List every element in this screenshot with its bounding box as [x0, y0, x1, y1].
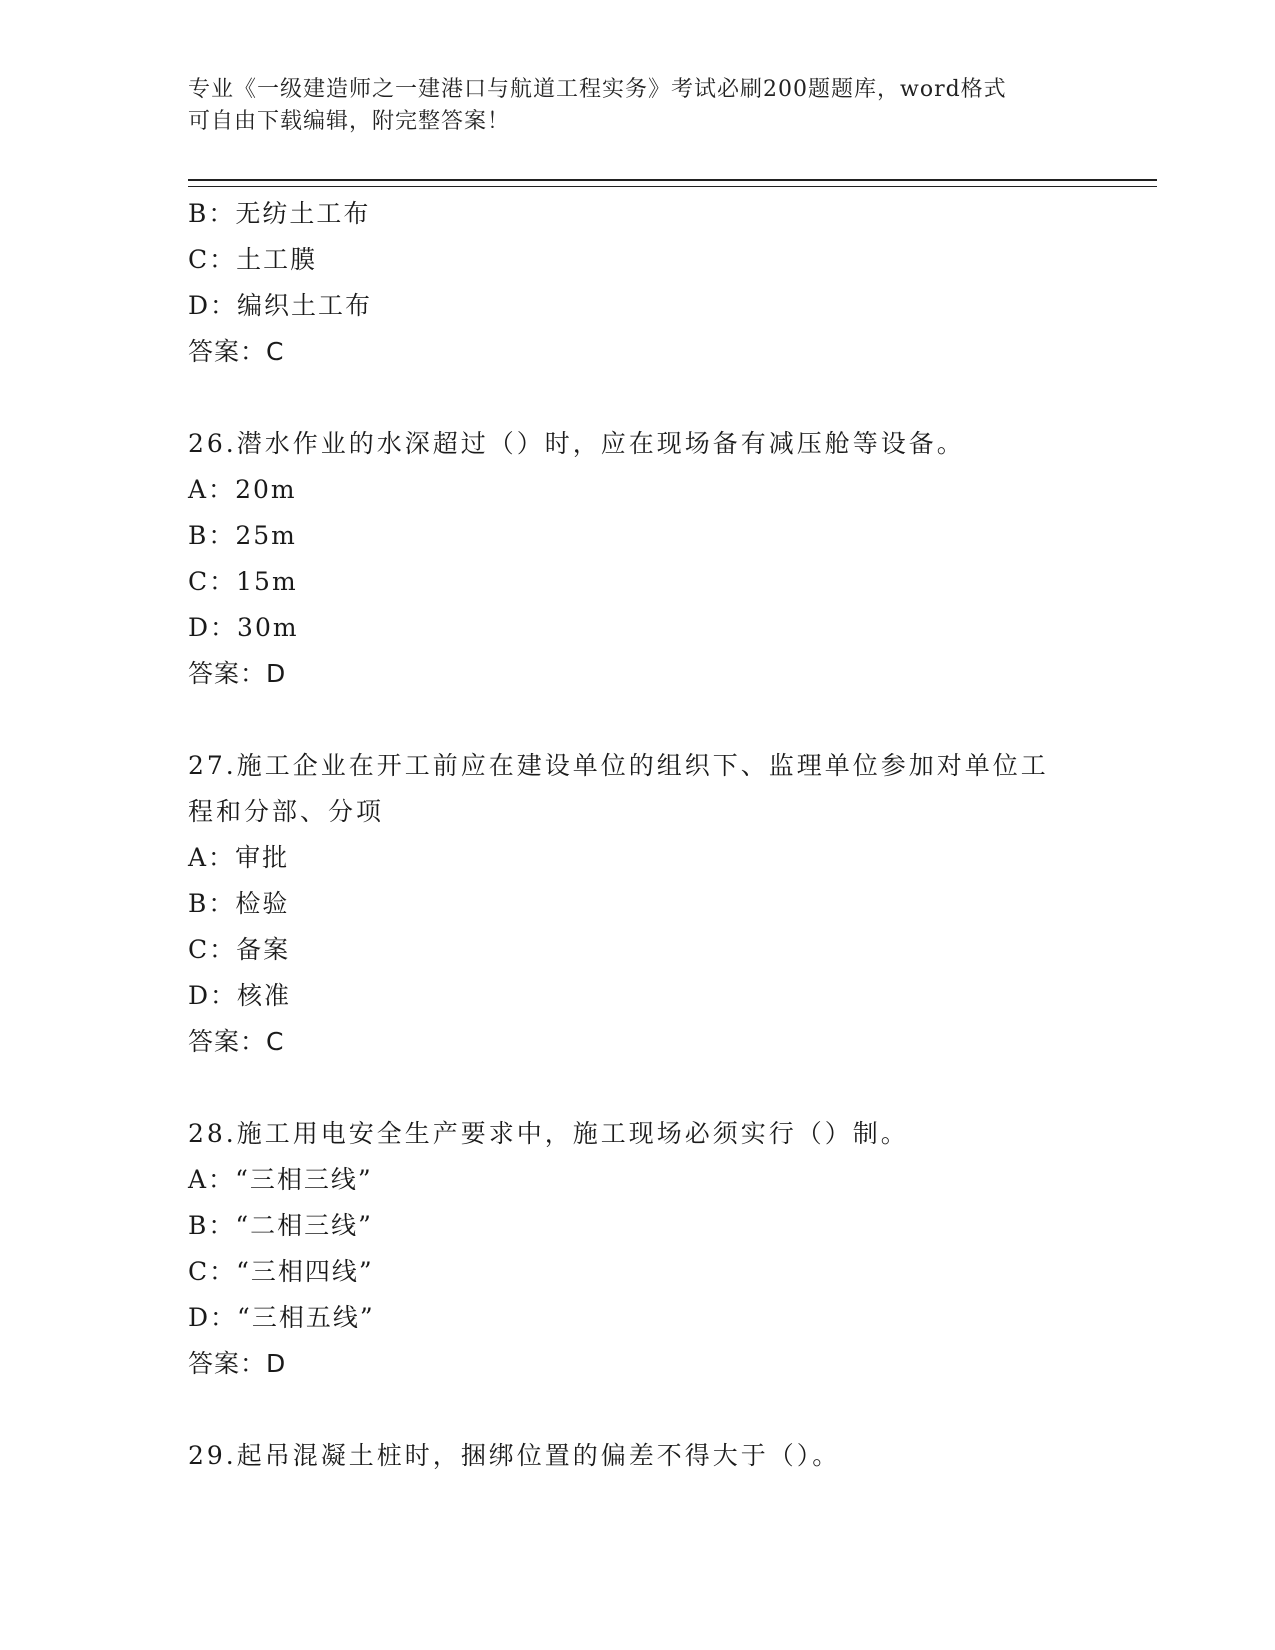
option-text: “三相四线” [236, 1257, 374, 1286]
spacer [188, 1387, 1088, 1433]
question-26 [188, 421, 1088, 697]
option-text: 20m [235, 475, 297, 504]
spacer [188, 697, 1088, 743]
option-label: A： [188, 843, 236, 872]
document-header [188, 74, 1088, 138]
question-list [188, 191, 1088, 1479]
option-c [188, 927, 1088, 973]
answer-line: 答案：D [188, 659, 287, 688]
option-c [188, 237, 1088, 283]
spacer [188, 1065, 1088, 1111]
header-divider [188, 179, 1157, 187]
option-label: D： [188, 981, 238, 1010]
question-text: 28.施工用电安全生产要求中，施工现场必须实行（）制。 [188, 1119, 909, 1148]
option-a [188, 467, 1088, 513]
option-text: 30m [237, 613, 299, 642]
header-line-1: 专业《一级建造师之一建港口与航道工程实务》考试必刷200题题库，word格式 [188, 77, 1007, 102]
option-text: 25m [235, 521, 297, 550]
option-text: 检验 [235, 889, 290, 918]
option-label: C： [188, 567, 237, 596]
option-b [188, 1203, 1088, 1249]
option-text: “三相五线” [237, 1303, 375, 1332]
option-d [188, 283, 1088, 329]
option-text: 审批 [235, 843, 290, 872]
answer-line: 答案：C [188, 337, 285, 366]
option-a [188, 835, 1088, 881]
question-text-line-1: 27.施工企业在开工前应在建设单位的组织下、监理单位参加对单位工 [188, 751, 1049, 780]
option-d [188, 1295, 1088, 1341]
answer-line: 答案：C [188, 1027, 285, 1056]
option-label: A： [188, 475, 236, 504]
option-d [188, 605, 1088, 651]
option-text: 无纺土工布 [235, 199, 371, 228]
option-label: B： [188, 889, 236, 918]
question-25-tail [188, 191, 1088, 375]
spacer [188, 375, 1088, 421]
option-text: 土工膜 [236, 245, 318, 274]
question-text: 26.潜水作业的水深超过（）时，应在现场备有减压舱等设备。 [188, 429, 965, 458]
option-label: C： [188, 1257, 237, 1286]
option-label: B： [188, 1211, 236, 1240]
option-label: D： [188, 613, 238, 642]
option-c [188, 559, 1088, 605]
option-text: “二相三线” [235, 1211, 373, 1240]
question-28 [188, 1111, 1088, 1387]
option-label: D： [188, 1303, 238, 1332]
option-label: B： [188, 199, 236, 228]
option-label: D： [188, 291, 238, 320]
option-label: C： [188, 245, 237, 274]
option-d [188, 973, 1088, 1019]
option-text: 备案 [236, 935, 291, 964]
option-b [188, 881, 1088, 927]
option-b [188, 191, 1088, 237]
option-text: 核准 [237, 981, 292, 1010]
option-text: 15m [236, 567, 298, 596]
option-label: B： [188, 521, 236, 550]
question-text: 29.起吊混凝土桩时，捆绑位置的偏差不得大于（）。 [188, 1441, 841, 1470]
option-label: A： [188, 1165, 236, 1194]
question-text-line-2: 程和分部、分项 [188, 797, 385, 826]
option-a [188, 1157, 1088, 1203]
option-c [188, 1249, 1088, 1295]
answer-line: 答案：D [188, 1349, 287, 1378]
question-27 [188, 743, 1088, 1065]
option-text: 编织土工布 [237, 291, 373, 320]
header-line-2: 可自由下载编辑，附完整答案！ [188, 109, 511, 134]
option-text: “三相三线” [235, 1165, 373, 1194]
option-label: C： [188, 935, 237, 964]
question-29 [188, 1433, 1088, 1479]
option-b [188, 513, 1088, 559]
